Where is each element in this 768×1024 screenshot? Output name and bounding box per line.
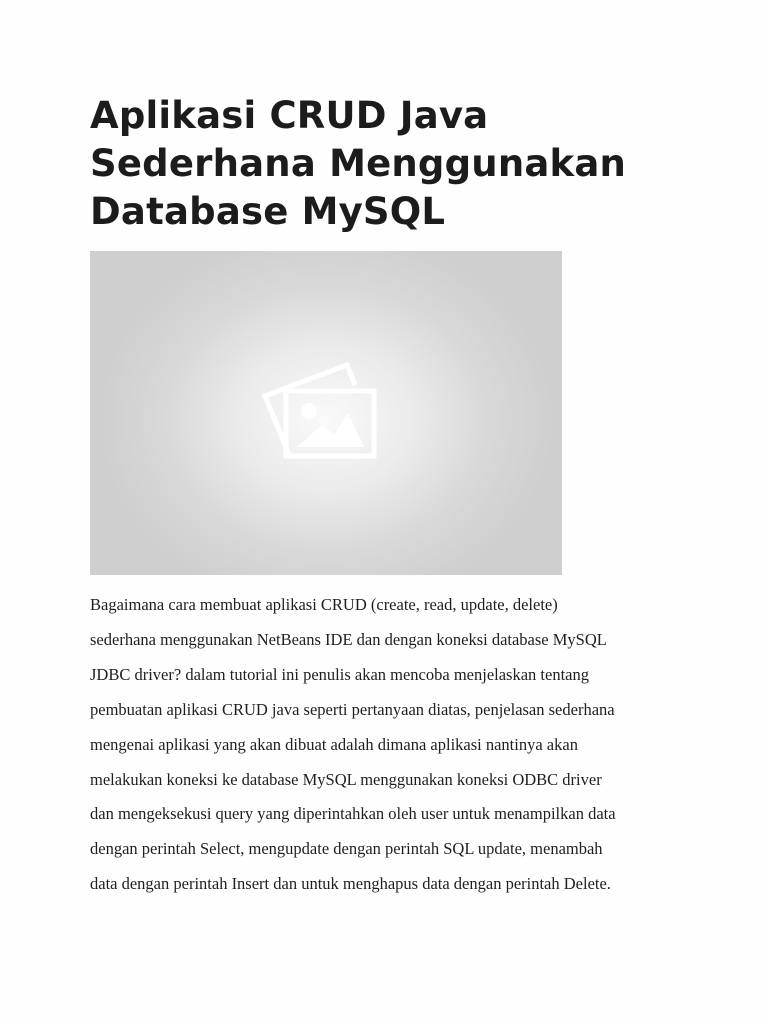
body-line-5: mengenai aplikasi yang akan dibuat adalah dimana aplikasi nantinya akan (90, 734, 578, 754)
article-body (90, 588, 690, 902)
body-line-6: melakukan koneksi ke database MySQL menggunakan koneksi ODBC driver (90, 769, 602, 789)
title-line-3: Database MySQL (90, 190, 446, 233)
body-line-1: Bagaimana cara membuat aplikasi CRUD (create, read, update, delete) (90, 595, 558, 614)
body-line-4: pembuatan aplikasi CRUD java seperti pertanyaan diatas, penjelasan sederhana (90, 699, 615, 719)
body-line-7: dan mengeksekusi query yang diperintahkan oleh user untuk menampilkan data (90, 804, 616, 824)
image-placeholder-icon (90, 251, 562, 575)
title-line-1: Aplikasi CRUD Java (90, 94, 489, 137)
article-title (90, 92, 690, 236)
body-line-9: data dengan perintah Insert dan untuk menghapus data dengan perintah Delete. (90, 874, 611, 894)
title-line-2: Sederhana Menggunakan (90, 142, 627, 185)
body-line-2: sederhana menggunakan NetBeans IDE dan dengan koneksi database MySQL (90, 629, 607, 649)
article-image (90, 251, 562, 575)
body-line-3: JDBC driver? dalam tutorial ini penulis akan mencoba menjelaskan tentang (90, 664, 589, 684)
body-line-8: dengan perintah Select, mengupdate dengan perintah SQL update, menambah (90, 839, 603, 859)
